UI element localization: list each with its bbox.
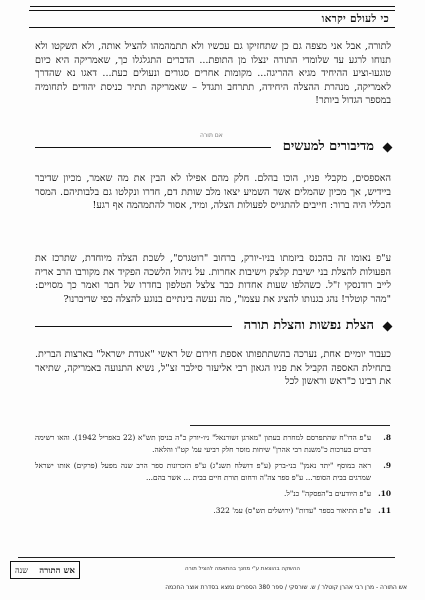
paragraph-text: כעבור יומיים אחת, נערכה בהשתתפותו אספת חירום של ראשי "אגודת ישראל" בארצות הברית. בתחילת האספה הקביל את פניו הגאון רבי אליעזר סילבר זצ"ל, נשיא התנועה באמריקה, שתיאר את רבינו כ"ראש וראשון לכל <box>35 349 391 388</box>
footnote-number: 8. <box>383 433 391 442</box>
footnote-number: 9. <box>383 461 391 470</box>
heading-rule <box>35 147 271 148</box>
running-header: כי לעולם יקראו <box>29 10 395 28</box>
section-heading-rescue <box>35 314 391 338</box>
paragraph-text: האספסים, מקבלי פניו, הוכו בהלם. חלק מהם אפילו לא הבין את מה שאמר, מכיון שדיבר ביידיש, אך מכיון שהמלים אשר השמיע יצאו מלב שותת דם, חדרו ונקלטו גם בלבותיהם. המסר הכללי היה ברור: חייבים להתגייס לפעולות הצלה, ומיד, אסור להתמהמה אף רגע! <box>35 173 391 212</box>
footer-source-line: אש התורה - מרן רבי אהרן קוטלר / ש. שורסקי / ספר 380 הספרים נמצא בסדרת אוצר החכמה <box>165 584 407 591</box>
footer-small-text: ההשקה בהוצאת ע"י מוזנך בהתאמה להציל תורה <box>185 566 300 572</box>
section-title: מדיבורים למעשים <box>282 139 374 154</box>
paragraph-emergency <box>35 348 391 389</box>
page-number: שנה <box>15 565 28 575</box>
book-title: אש התורה <box>39 565 75 576</box>
margin-note: אם תורה <box>200 132 223 139</box>
footnote-text: ע"פ הדו"ח שהתפרסם למחרת בעתון "מארגן זשורנאל" ניו-יורק כ"ה בניסן תש"א (22 באפריל 1942). והאו רשימה דברים בערכות כ"משנת רבי אהרן" שיחות מוסר חלק רביעי עמ' קט"ו והלאה. <box>35 433 371 454</box>
footnote-item <box>35 505 391 517</box>
footnote-item <box>35 488 391 500</box>
footnotes-list <box>35 432 391 521</box>
paragraph-text: לתורה, אבל אני מצפה גם כן שתחזיקו גם עכשיו ולא תתמהמהו להציל אותה, ולא תשקטו ולא תנוחו לרגע עד שלומדי התורה ינצלו מן התופת... הדברים התגלגלו כך, שאמריקה היא כיום טוגעו-וציע ההיחיד מגיא ההריגה... מקומות אחרים סגורים ונעולים כעת... דאגו נא שהדרך לאמריקה, מנהרת ההצלה היחידה, תתרחב ותגדל – שאמריקה תתיר כניסת יהודים לתחומיה במספר הגדול ביותר! <box>35 41 391 107</box>
footer-brand-box <box>10 561 80 579</box>
footnote-number: 11. <box>378 505 391 515</box>
footnote-number: 10. <box>378 489 391 498</box>
footnote-text: ע"פ התיאור בספר "עדות" (ירושלים תש"ס) עמ' 322. <box>213 505 371 515</box>
footnote-item <box>35 432 391 455</box>
paragraph-assembly <box>35 172 391 213</box>
heading-rule <box>35 326 232 327</box>
paragraph-text: ע"פ נאומו זה בהכנס ביזמתו בניו-יורק, ברחוב "רוטגרס", לשכת הצלה מיוחדת, שתרכז את הפעולות להצלת בני ישיבת קלצק וישיבות אחרות. על ניהול הלשכה הפקיד את מקורבו הרב אריה לייב רודנסקי ז"ל. כשהלפו שעות אחדות כבר צלצל הטלפון בחדרו של חבר ואמר כך מסויים: "מהר קוטלר! נהג בגנותו להציג את עצמו", מה נעשה בינתיים בנוגע להצלה כפי שדיברנו? <box>35 253 391 305</box>
footnote-rule <box>190 425 390 426</box>
header-rule <box>30 6 395 7</box>
footnote-item <box>35 460 391 483</box>
footnote-text: ראה במוסף "יתד נאמן" בני-ברק (ע"פ דושלח תשנ"ג) ע"פ הזכרונות ספר הרב שנה מפעל (פרקים) אותו ישראל שמרגים בבית הסופר... ע"פ ספר צה"ה ורחום תורת חיים בבית ... אשר בהם... <box>35 461 371 482</box>
paragraph-office <box>35 252 391 306</box>
diamond-bullet-icon <box>383 142 393 152</box>
diamond-bullet-icon <box>383 321 393 331</box>
footer-rule <box>18 557 395 558</box>
footnote-text: ע"פ היודעים ב"הפסקה" כנ"ל. <box>284 489 371 498</box>
section-heading-actions <box>35 135 391 159</box>
section-title: הצלת נפשות והצלת תורה <box>243 318 374 333</box>
paragraph-top <box>35 40 391 108</box>
